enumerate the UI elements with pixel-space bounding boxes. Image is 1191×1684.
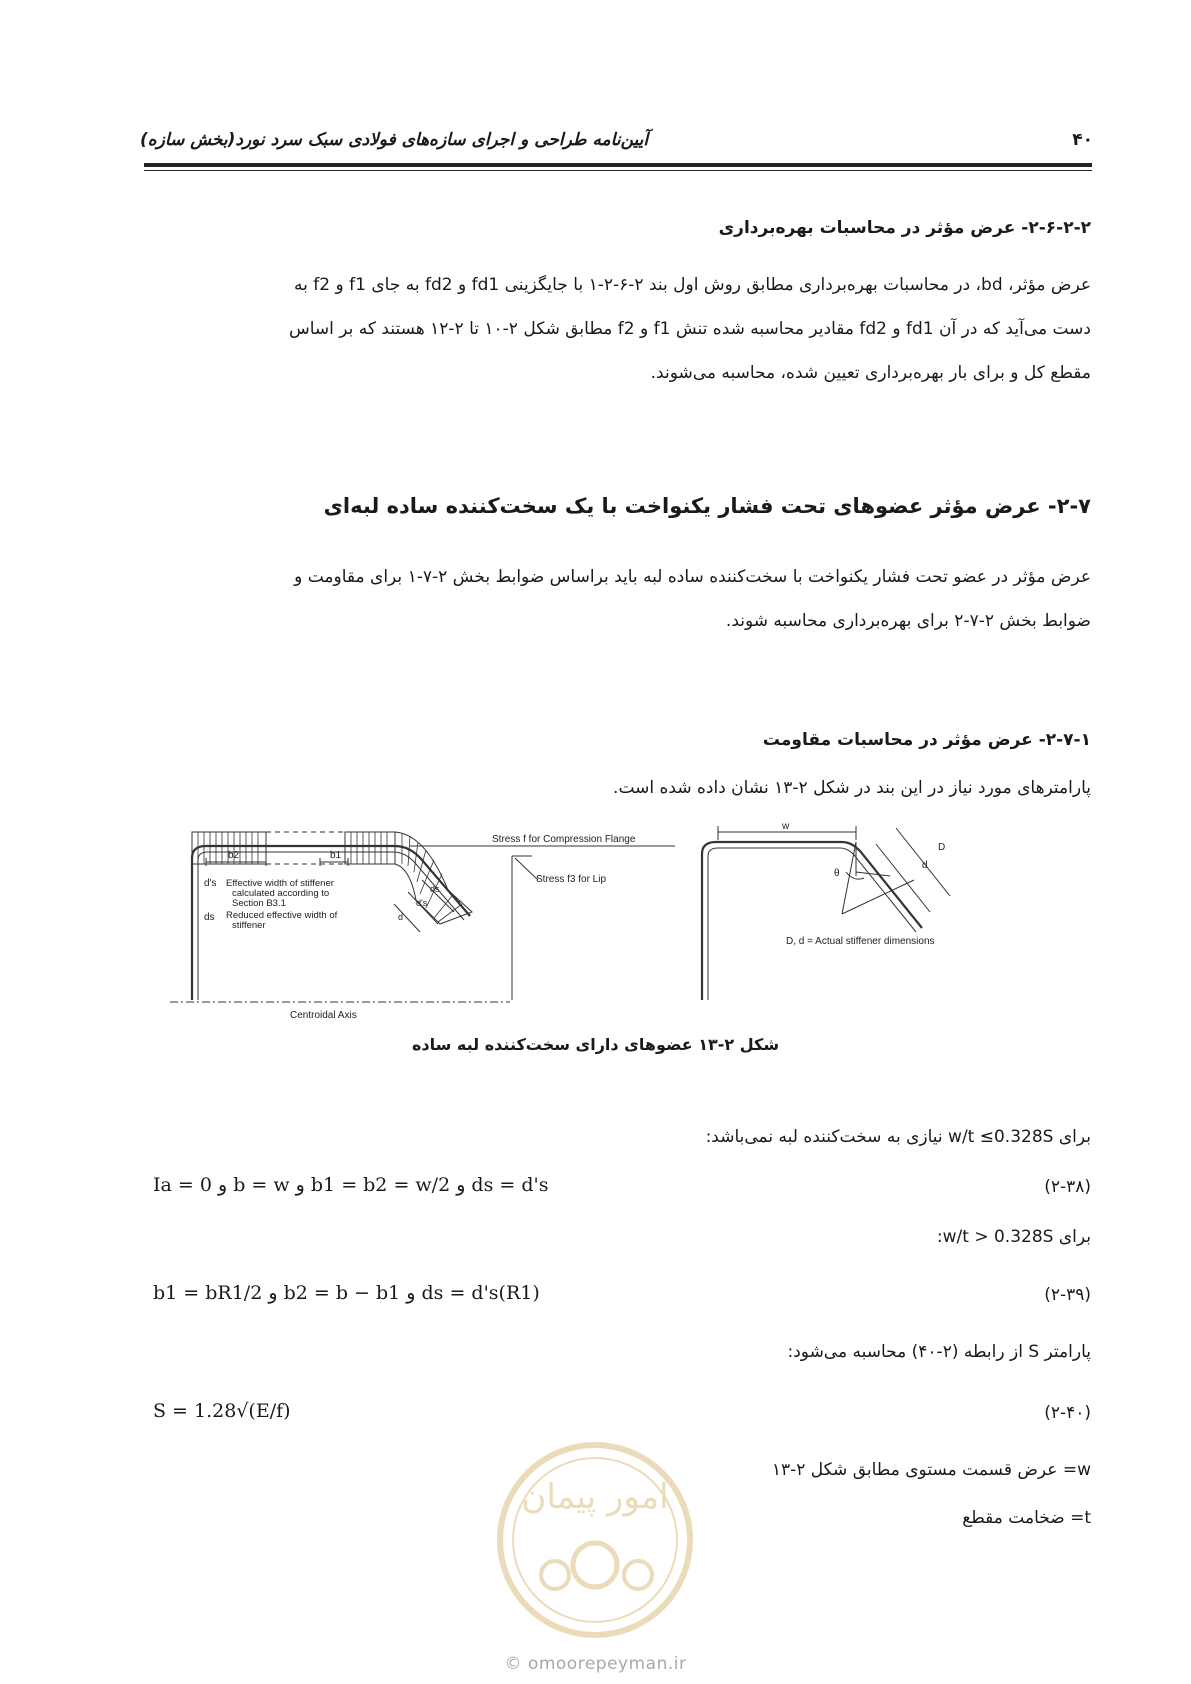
label-d-diag: d [398, 912, 404, 922]
figure-caption: شکل ۲-۱۳ عضوهای دارای سخت‌کننده لبه ساده [411, 1035, 780, 1054]
page-number: ۴۰ [1072, 130, 1093, 150]
section-heading-2-7-1: ۲-۷-۱- عرض مؤثر در محاسبات مقاومت [762, 730, 1091, 750]
section-heading-2-6-2-2: ۲-۶-۲-۲- عرض مؤثر در محاسبات بهره‌برداری [718, 218, 1091, 238]
eq-40-number: (۲-۴۰) [1044, 1403, 1091, 1423]
label-theta: θ [834, 868, 840, 879]
label-ds: ds [204, 912, 215, 923]
label-stress-lip: Stress f3 for Lip [536, 874, 607, 885]
eq-39: b1 = bR1/2 و b2 = b − b1 و ds = d's(R1) [153, 1282, 540, 1304]
eq-39-number: (۲-۳۹) [1044, 1285, 1091, 1305]
paragraph-line: مقطع کل و برای بار بهره‌برداری تعیین شده، محاسبه می‌شوند. [650, 363, 1091, 383]
def-ds-1: Reduced effective width of [226, 910, 338, 921]
header-rule-thin [144, 170, 1092, 171]
site-text: omoorepeyman.ir [527, 1654, 687, 1674]
copyright-icon: © [504, 1654, 523, 1674]
def-ds-prime-2: calculated according to [232, 888, 330, 899]
paragraph-line: عرض مؤثر در عضو تحت فشار یکنواخت با سخت‌کننده ساده لبه باید براساس ضوابط بخش ۲-۷-۱ برای مقاومت و [294, 567, 1091, 587]
label-ds-prime: d's [204, 878, 217, 889]
label-ds-diag: ds [430, 884, 440, 894]
eq-38-number: (۲-۳۸) [1044, 1177, 1091, 1197]
header-rule-thick [144, 163, 1092, 167]
condition-2: برای w/t > 0.328S: [936, 1227, 1091, 1247]
def-ds-2: stiffener [232, 920, 266, 931]
label-d-right: d [922, 860, 928, 871]
label-w: w [782, 821, 790, 832]
watermark-site [0, 1654, 1191, 1674]
definition-w: w= عرض قسمت مستوی مطابق شکل ۲-۱۳ [771, 1460, 1091, 1480]
condition-1: برای w/t ≤0.328S نیازی به سخت‌کننده لبه نمی‌باشد: [705, 1127, 1091, 1147]
label-ds-prime-diag: d's [416, 898, 428, 908]
label-stiffener-note: D, d = Actual stiffener dimensions [786, 936, 935, 947]
scales-icon [541, 1561, 569, 1589]
eq-40: S = 1.28√(E/f) [153, 1400, 291, 1422]
paragraph-line: ضوابط بخش ۲-۷-۲ برای بهره‌برداری محاسبه شوند. [725, 611, 1091, 631]
gear-icon [573, 1543, 617, 1587]
svg-text:امور پیمان: امور پیمان [521, 1477, 669, 1517]
header-title: آیین‌نامه طراحی و اجرای سازه‌های فولادی سبک سرد نورد(بخش سازه) [140, 130, 649, 150]
watermark-logo [480, 1430, 710, 1640]
label-stress-flange: Stress f for Compression Flange [492, 834, 636, 845]
section-paragraph [146, 263, 1091, 395]
def-ds-prime-3: Section B3.1 [232, 898, 286, 909]
parameter-s-line: پارامتر S از رابطه (۲-۴۰) محاسبه می‌شود: [787, 1342, 1091, 1362]
figure-2-13 [170, 820, 1050, 1021]
section-paragraph [146, 555, 1091, 643]
section-heading-2-7: ۲-۷- عرض مؤثر عضوهای تحت فشار یکنواخت با یک سخت‌کننده ساده لبه‌ای [323, 494, 1091, 518]
label-b2: b2 [228, 850, 240, 861]
label-b1: b1 [330, 850, 342, 861]
section-intro: پارامترهای مورد نیاز در این بند در شکل ۲-۱۳ نشان داده شده است. [613, 778, 1091, 798]
def-ds-prime-1: Effective width of stiffener [226, 878, 334, 889]
label-centroidal-axis: Centroidal Axis [290, 1010, 357, 1021]
definition-t: t= ضخامت مقطع [962, 1508, 1091, 1528]
paragraph-line: عرض مؤثر، bd، در محاسبات بهره‌برداری مطابق روش اول بند ۲-۶-۲-۱ با جایگزینی fd1 و fd2 به جای f1 و f2 به [294, 275, 1091, 295]
paragraph-line: دست می‌آید که در آن fd1 و fd2 مقادیر محاسبه شده تنش f1 و f2 مطابق شکل ۲-۱۰ تا ۲-۱۲ هستند که بر اساس [288, 319, 1091, 339]
label-D: D [938, 842, 946, 853]
section-profile-right [702, 842, 922, 1000]
machine-icon [624, 1561, 652, 1589]
eq-38: Ia = 0 و b = w و b1 = b2 = w/2 و ds = d's [153, 1174, 549, 1196]
